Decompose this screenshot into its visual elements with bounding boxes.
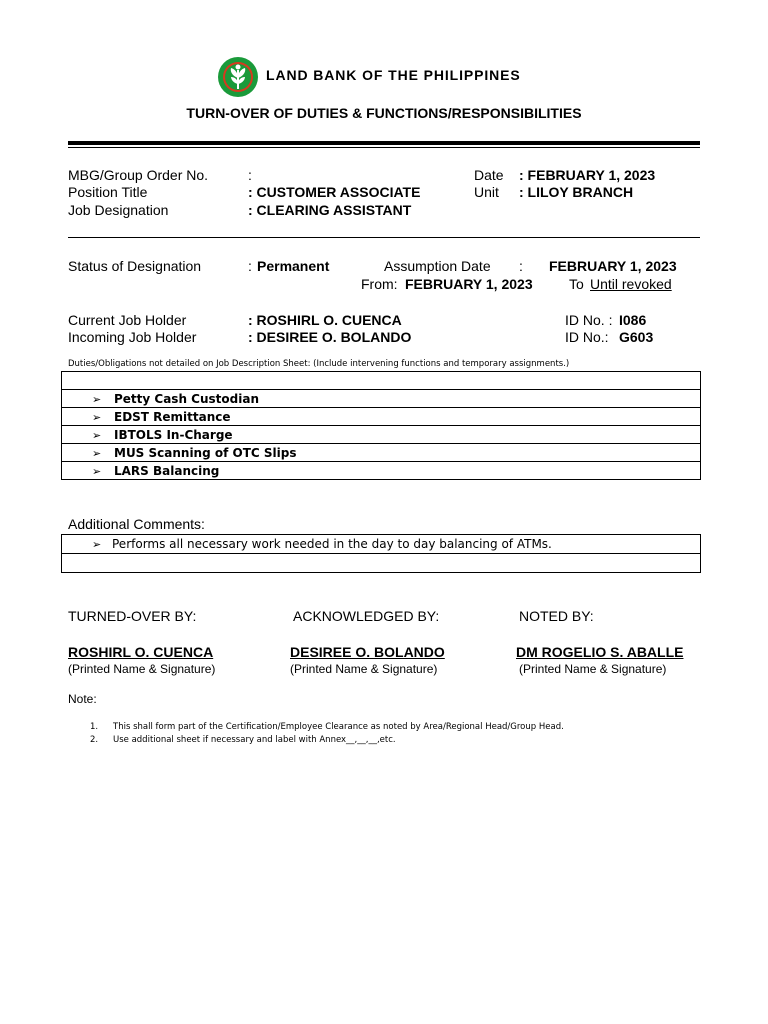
landbank-seal-icon <box>217 56 259 98</box>
date-value: : FEBRUARY 1, 2023 <box>519 167 656 183</box>
incoming-id-label: ID No.: <box>565 329 609 345</box>
turned-over-sub: (Printed Name & Signature) <box>68 662 216 676</box>
noted-label: NOTED BY: <box>519 608 594 624</box>
job-designation-value: : CLEARING ASSISTANT <box>248 202 412 218</box>
current-id-label: ID No. : <box>565 312 613 328</box>
position-title-value: : CUSTOMER ASSOCIATE <box>248 184 421 200</box>
duty-row <box>62 426 701 444</box>
comments-label: Additional Comments: <box>68 516 205 532</box>
arrow-bullet-icon: ➢ <box>92 464 102 478</box>
duties-caption: Duties/Obligations not detailed on Job Description Sheet: (Include intervening functions and temporary assignments.) <box>68 359 570 369</box>
job-designation-label: Job Designation <box>68 202 169 218</box>
unit-value: : LILOY BRANCH <box>519 184 634 200</box>
acknowledged-label: ACKNOWLEDGED BY: <box>293 608 440 624</box>
header-divider <box>68 141 700 145</box>
assumption-date-label: Assumption Date <box>384 258 491 274</box>
incoming-holder-label: Incoming Job Holder <box>68 329 197 345</box>
arrow-bullet-icon: ➢ <box>92 410 102 424</box>
unit-label: Unit <box>474 184 499 200</box>
status-label: Status of Designation <box>68 258 202 274</box>
duties-empty-row <box>62 372 701 390</box>
arrow-bullet-icon: ➢ <box>92 392 102 406</box>
turned-over-label: TURNED-OVER BY: <box>68 608 197 624</box>
current-id-value: I086 <box>619 312 647 328</box>
note-text: Use additional sheet if necessary and label with Annex__,__,__,etc. <box>113 735 396 745</box>
header-divider-thin <box>68 147 700 148</box>
acknowledged-name: DESIREE O. BOLANDO <box>290 644 445 660</box>
assumption-date-colon: : <box>519 258 523 274</box>
note-number: 1. <box>90 722 99 732</box>
comment-text: Performs all necessary work needed in the day to day balancing of ATMs. <box>112 537 552 551</box>
status-colon: : <box>248 258 252 274</box>
comment-row <box>62 535 701 554</box>
duty-row <box>62 408 701 426</box>
assumption-date-value: FEBRUARY 1, 2023 <box>549 258 677 274</box>
noted-name: DM ROGELIO S. ABALLE <box>516 644 684 660</box>
duty-row <box>62 444 701 462</box>
current-holder-value: : ROSHIRL O. CUENCA <box>248 312 402 328</box>
note-number: 2. <box>90 735 99 745</box>
comments-table <box>61 534 701 573</box>
note-text: This shall form part of the Certification/Employee Clearance as noted by Area/Regional Head/Group Head. <box>113 722 564 732</box>
arrow-bullet-icon: ➢ <box>92 446 102 460</box>
acknowledged-sub: (Printed Name & Signature) <box>290 662 438 676</box>
comment-empty-row <box>62 554 701 573</box>
duty-row <box>62 462 701 480</box>
to-value: Until revoked <box>590 276 672 292</box>
turned-over-name: ROSHIRL O. CUENCA <box>68 644 214 660</box>
organization-name: LAND BANK OF THE PHILIPPINES <box>266 67 521 83</box>
position-title-label: Position Title <box>68 184 148 200</box>
date-label: Date <box>474 167 504 183</box>
arrow-bullet-icon: ➢ <box>92 428 102 442</box>
duties-table <box>61 371 701 480</box>
incoming-holder-value: : DESIREE O. BOLANDO <box>248 329 412 345</box>
to-label: To <box>569 276 584 292</box>
document-title: TURN-OVER OF DUTIES & FUNCTIONS/RESPONSIBILITIES <box>186 105 582 121</box>
duty-text: MUS Scanning of OTC Slips <box>114 445 297 460</box>
notes-label: Note: <box>68 692 97 706</box>
noted-sub: (Printed Name & Signature) <box>519 662 667 676</box>
order-number-value: : <box>248 167 252 183</box>
duty-text: LARS Balancing <box>114 463 220 478</box>
duty-text: IBTOLS In-Charge <box>114 427 233 442</box>
status-value: Permanent <box>257 258 330 274</box>
from-label: From: <box>361 276 398 292</box>
from-value: FEBRUARY 1, 2023 <box>405 276 533 292</box>
duty-text: Petty Cash Custodian <box>114 391 259 406</box>
current-holder-label: Current Job Holder <box>68 312 187 328</box>
duty-row <box>62 390 701 408</box>
order-number-label: MBG/Group Order No. <box>68 167 209 183</box>
arrow-bullet-icon: ➢ <box>92 538 102 551</box>
duty-text: EDST Remittance <box>114 409 231 424</box>
section-divider <box>68 237 700 238</box>
incoming-id-value: G603 <box>619 329 654 345</box>
